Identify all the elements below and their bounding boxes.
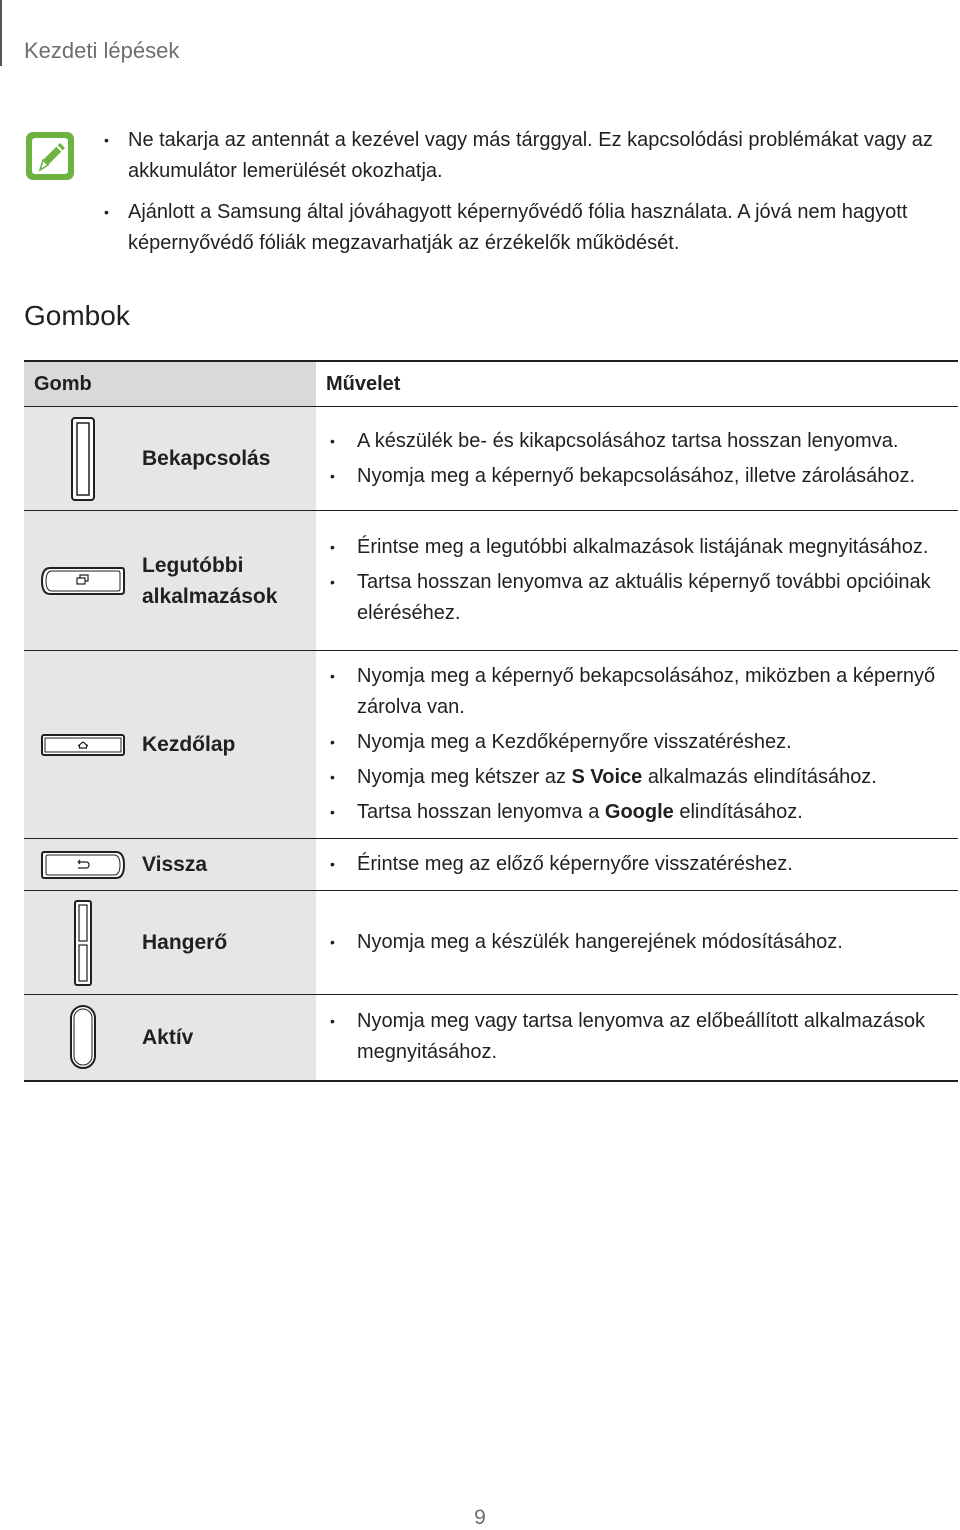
column-header-button: Gomb [24,361,316,407]
action-item: • Nyomja meg a képernyő bekapcsolásához, miközben a képernyő zárolva van. [330,665,936,718]
back-key-icon [40,849,126,881]
table-row [24,511,958,651]
active-key-icon [69,1004,97,1070]
action-item: • Nyomja meg kétszer az S Voice alkalmazás elindításához. [330,766,877,788]
table-row [24,839,958,891]
page-number: 9 [474,1506,486,1529]
action-item: • Érintse meg az előző képernyőre visszatéréshez. [330,853,793,875]
notes-list [104,125,954,269]
action-item: • Nyomja meg a képernyő bekapcsolásához, illetve zárolásához. [330,464,916,487]
section-title: Gombok [24,300,130,331]
power-key-icon [70,416,96,502]
table-row [24,651,958,839]
volume-key-icon [73,899,93,987]
action-item: • Tartsa hosszan lenyomva a Google elindításához. [330,801,803,823]
action-item: • Nyomja meg vagy tartsa lenyomva az előbeállított alkalmazások megnyitásához. [330,1010,926,1064]
action-item: • Nyomja meg a készülék hangerejének módosításához. [330,931,843,953]
table-row [24,407,958,511]
buttons-table [24,360,958,1082]
action-item: • A készülék be- és kikapcsolásához tartsa hosszan lenyomva. [330,429,899,452]
running-header: Kezdeti lépések [24,38,180,63]
column-header-action: Művelet [316,361,958,407]
button-name: Hangerő [142,931,228,954]
button-name: Legutóbbi alkalmazások [142,553,278,608]
action-item: • Tartsa hosszan lenyomva az aktuális képernyő további opcióinak eléréséhez. [330,571,931,624]
home-key-icon [40,733,126,757]
table-row [24,891,958,995]
button-name: Vissza [142,853,207,876]
button-name: Bekapcsolás [142,447,271,470]
table-row [24,995,958,1081]
note-item: • Ajánlott a Samsung által jóváhagyott képernyővédő fólia használata. A jóvá nem hagyott képernyővédő fóliák megzavarhatják az érzékelők működését. [104,201,908,254]
recent-apps-key-icon [40,565,126,597]
button-name: Aktív [142,1025,194,1049]
note-item: • Ne takarja az antennát a kezével vagy más tárggyal. Ez kapcsolódási problémákat vagy az akkumulátor lemerülését okozhatja. [104,129,933,182]
action-item: • Nyomja meg a Kezdőképernyőre visszatéréshez. [330,731,792,753]
pencil-note-icon [24,130,76,182]
button-name: Kezdőlap [142,733,236,756]
action-item: • Érintse meg a legutóbbi alkalmazások listájának megnyitásához. [330,536,929,558]
page-margin-rule [0,0,2,66]
